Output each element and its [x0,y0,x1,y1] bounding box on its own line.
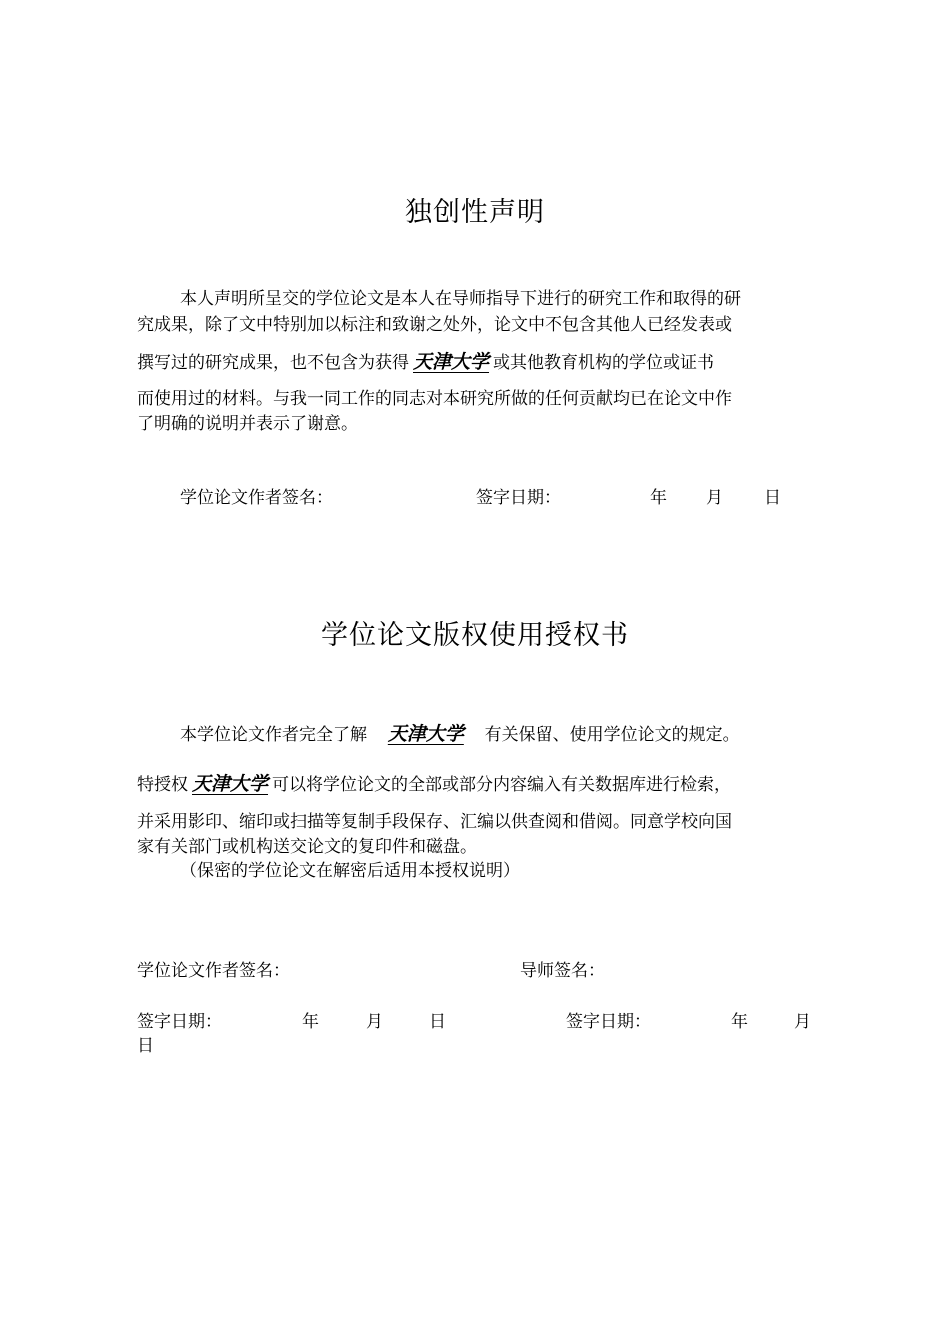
university-name: 天津大学 [387,723,464,745]
declaration-line-3-prefix: 撰写过的研究成果，也不包含为获得 [137,353,409,373]
university-name: 天津大学 [192,773,269,795]
authorization-line-1-prefix: 本学位论文作者完全了解 [180,725,367,745]
declaration-year: 年 [650,488,667,508]
authorization-author-signature-label: 学位论文作者签名： [137,961,290,981]
declaration-line-1: 本人声明所呈交的学位论文是本人在导师指导下进行的研究工作和取得的研 [180,289,741,309]
supervisor-date-day: 日 [137,1036,154,1056]
supervisor-date-month: 月 [794,1012,811,1032]
author-date-year: 年 [302,1012,319,1032]
authorization-line-1-suffix: 有关保留、使用学位论文的规定。 [484,725,740,745]
declaration-author-signature-label: 学位论文作者签名： [180,488,333,508]
authorization-line-2-suffix: 可以将学位论文的全部或部分内容编入有关数据库进行检索， [272,775,732,795]
declaration-line-5: 了明确的说明并表示了谢意。 [137,414,358,434]
authorization-title: 学位论文版权使用授权书 [321,620,629,651]
declaration-line-3-suffix: 或其他教育机构的学位或证书 [493,353,715,373]
authorization-line-2 [137,772,731,797]
authorization-line-3: 并采用影印、缩印或扫描等复制手段保存、汇编以供查阅和借阅。同意学校向国 [137,812,732,832]
supervisor-signature-label: 导师签名： [520,961,605,981]
university-name: 天津大学 [413,351,490,373]
supervisor-date-year: 年 [731,1012,748,1032]
declaration-line-3 [137,350,714,375]
declaration-line-2: 究成果，除了文中特别加以标注和致谢之处外，论文中不包含其他人已经发表或 [137,315,732,335]
authorization-line-2-prefix: 特授权 [137,775,188,795]
declaration-line-4: 而使用过的材料。与我一同工作的同志对本研究所做的任何贡献均已在论文中作 [137,389,732,409]
author-date-month: 月 [366,1012,383,1032]
authorization-note: （保密的学位论文在解密后适用本授权说明） [180,861,520,881]
author-date-label: 签字日期： [137,1012,222,1032]
authorization-line-1 [180,722,740,747]
declaration-month: 月 [706,488,723,508]
declaration-day: 日 [764,488,781,508]
supervisor-date-label: 签字日期： [566,1012,651,1032]
author-date-day: 日 [429,1012,446,1032]
authorization-line-4: 家有关部门或机构送交论文的复印件和磁盘。 [137,837,477,857]
declaration-date-label: 签字日期： [476,488,561,508]
declaration-title: 独创性声明 [405,197,545,228]
